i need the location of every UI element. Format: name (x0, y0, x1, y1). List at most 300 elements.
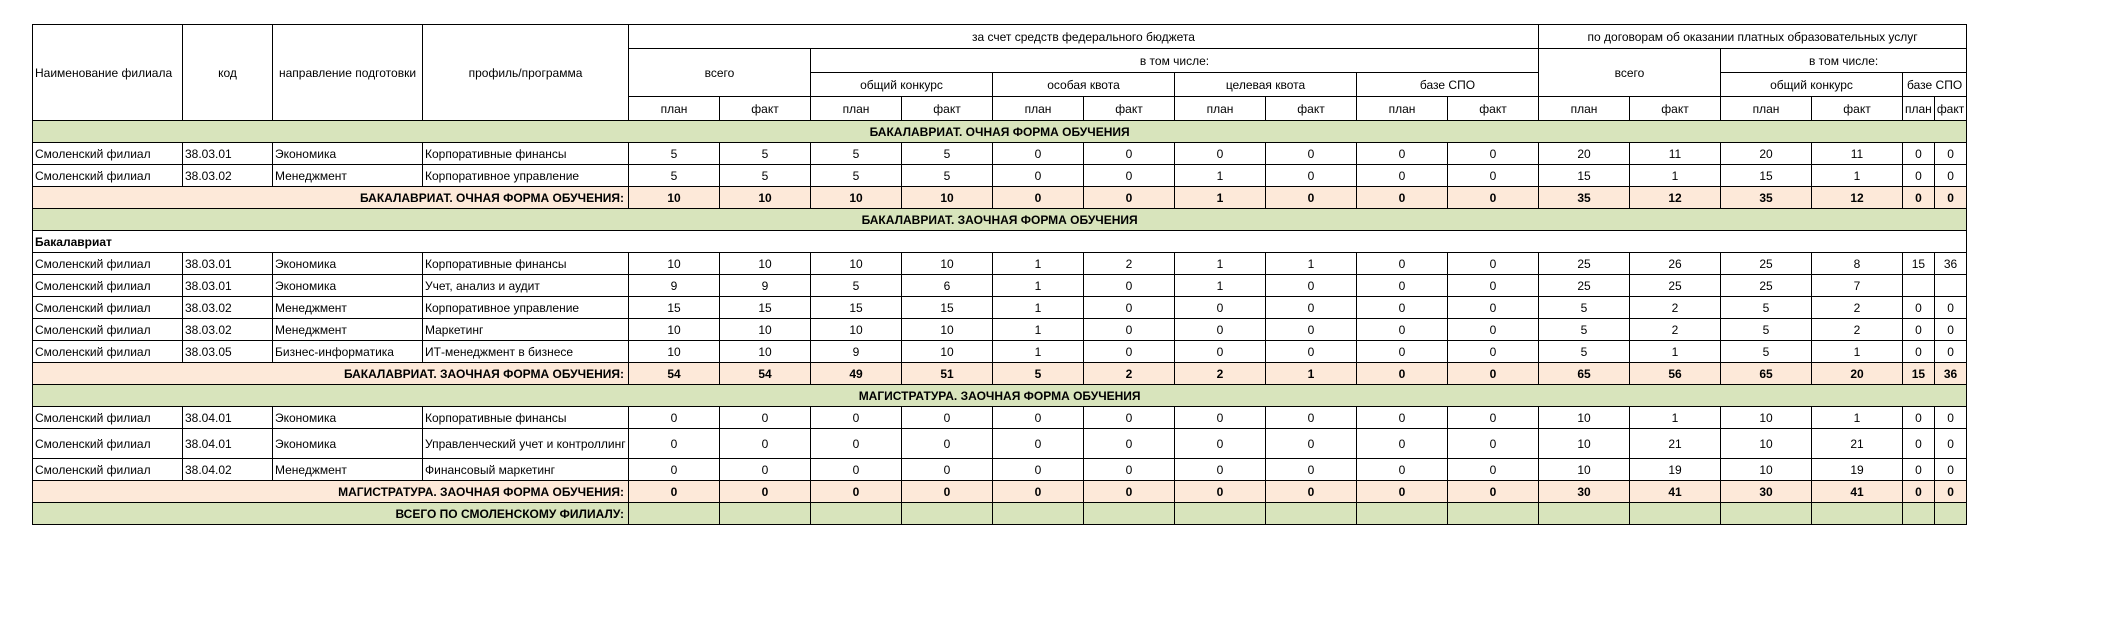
value-cell: 0 (1175, 407, 1266, 429)
value-cell: 0 (1084, 165, 1175, 187)
code-cell: 38.03.02 (183, 319, 273, 341)
profile-cell: Корпоративные финансы (423, 253, 629, 275)
value-cell: 1 (1630, 165, 1721, 187)
header-fact: факт (720, 97, 811, 121)
value-cell: 10 (1721, 459, 1812, 481)
section-title: БАКАЛАВРИАТ. ОЧНАЯ ФОРМА ОБУЧЕНИЯ (33, 121, 1967, 143)
value-cell: 10 (1539, 459, 1630, 481)
table-row (33, 143, 1967, 165)
value-cell: 15 (1721, 165, 1812, 187)
value-cell: 5 (811, 165, 902, 187)
value-cell: 5 (811, 143, 902, 165)
total-value-cell: 0 (1448, 363, 1539, 385)
value-cell: 10 (720, 253, 811, 275)
total-value-cell: 35 (1721, 187, 1812, 209)
total-value-cell: 12 (1630, 187, 1721, 209)
total-value-cell: 54 (720, 363, 811, 385)
branch-cell: Смоленский филиал (33, 341, 183, 363)
value-cell: 0 (902, 407, 993, 429)
value-cell: 5 (720, 165, 811, 187)
subheading: Бакалавриат (33, 231, 1967, 253)
total-value-cell: 15 (1903, 363, 1935, 385)
total-value-cell: 10 (902, 187, 993, 209)
value-cell: 0 (1903, 459, 1935, 481)
total-value-cell: 0 (811, 481, 902, 503)
value-cell: 0 (1266, 429, 1357, 459)
value-cell: 6 (902, 275, 993, 297)
value-cell: 21 (1630, 429, 1721, 459)
value-cell: 0 (1084, 407, 1175, 429)
value-cell: 9 (811, 341, 902, 363)
value-cell: 0 (1934, 429, 1966, 459)
value-cell: 0 (1357, 459, 1448, 481)
value-cell: 2 (1812, 319, 1903, 341)
value-cell: 15 (902, 297, 993, 319)
total-value-cell: 0 (720, 481, 811, 503)
header-general-competition: общий конкурс (811, 73, 993, 97)
code-cell: 38.04.02 (183, 459, 273, 481)
value-cell: 0 (1266, 319, 1357, 341)
total-value-cell: 49 (811, 363, 902, 385)
profile-cell: Корпоративное управление (423, 297, 629, 319)
header-direction: направление подготовки (273, 25, 423, 121)
value-cell: 5 (1539, 341, 1630, 363)
section-total-row (33, 187, 1967, 209)
header-paid-general-competition: общий конкурс (1721, 73, 1903, 97)
profile-cell: Учет, анализ и аудит (423, 275, 629, 297)
direction-cell: Менеджмент (273, 297, 423, 319)
value-cell: 8 (1812, 253, 1903, 275)
total-value-cell: 30 (1721, 481, 1812, 503)
total-value-cell: 56 (1630, 363, 1721, 385)
table-row (33, 319, 1967, 341)
value-cell: 0 (1175, 429, 1266, 459)
value-cell: 5 (1539, 319, 1630, 341)
value-cell: 0 (1357, 165, 1448, 187)
total-value-cell: 20 (1812, 363, 1903, 385)
total-value-cell: 0 (1903, 187, 1935, 209)
value-cell: 20 (1721, 143, 1812, 165)
header-plan: план (1721, 97, 1812, 121)
section-header-row (33, 209, 1967, 231)
value-cell: 10 (902, 341, 993, 363)
value-cell: 0 (1903, 165, 1935, 187)
value-cell: 1 (1630, 341, 1721, 363)
header-code: код (183, 25, 273, 121)
total-value-cell: 65 (1721, 363, 1812, 385)
header-plan: план (811, 97, 902, 121)
value-cell: 5 (1721, 297, 1812, 319)
section-total-label: БАКАЛАВРИАТ. ЗАОЧНАЯ ФОРМА ОБУЧЕНИЯ: (33, 363, 629, 385)
value-cell: 0 (1357, 253, 1448, 275)
section-title: МАГИСТРАТУРА. ЗАОЧНАЯ ФОРМА ОБУЧЕНИЯ (33, 385, 1967, 407)
value-cell: 0 (1448, 297, 1539, 319)
branch-cell: Смоленский филиал (33, 297, 183, 319)
value-cell: 10 (629, 253, 720, 275)
value-cell: 0 (1357, 319, 1448, 341)
value-cell: 0 (1448, 253, 1539, 275)
total-value-cell: 0 (629, 481, 720, 503)
table-row (33, 459, 1967, 481)
value-cell: 0 (1266, 143, 1357, 165)
total-value-cell: 1 (1175, 187, 1266, 209)
subheading-row (33, 231, 1967, 253)
value-cell: 0 (993, 429, 1084, 459)
value-cell: 5 (1721, 341, 1812, 363)
grand-total-value-cell (1539, 503, 1630, 525)
total-value-cell: 35 (1539, 187, 1630, 209)
grand-total-value-cell (811, 503, 902, 525)
value-cell: 1 (1175, 165, 1266, 187)
branch-cell: Смоленский филиал (33, 319, 183, 341)
section-title: БАКАЛАВРИАТ. ЗАОЧНАЯ ФОРМА ОБУЧЕНИЯ (33, 209, 1967, 231)
code-cell: 38.04.01 (183, 407, 273, 429)
value-cell: 1 (993, 275, 1084, 297)
value-cell: 0 (1448, 459, 1539, 481)
value-cell: 0 (902, 459, 993, 481)
total-value-cell: 0 (1448, 187, 1539, 209)
value-cell: 9 (629, 275, 720, 297)
grand-total-value-cell (1084, 503, 1175, 525)
value-cell: 2 (1630, 297, 1721, 319)
value-cell: 0 (1903, 429, 1935, 459)
value-cell: 0 (1934, 319, 1966, 341)
branch-cell: Смоленский филиал (33, 165, 183, 187)
code-cell: 38.04.01 (183, 429, 273, 459)
header-federal-including: в том числе: (811, 49, 1539, 73)
value-cell: 26 (1630, 253, 1721, 275)
header-plan: план (1175, 97, 1266, 121)
value-cell: 1 (1266, 253, 1357, 275)
value-cell: 0 (1448, 341, 1539, 363)
value-cell: 11 (1630, 143, 1721, 165)
section-total-row (33, 481, 1967, 503)
value-cell: 0 (1934, 459, 1966, 481)
value-cell: 15 (1903, 253, 1935, 275)
value-cell: 0 (720, 407, 811, 429)
header-fact: факт (1812, 97, 1903, 121)
header-fact: факт (1266, 97, 1357, 121)
value-cell: 0 (1903, 407, 1935, 429)
value-cell: 1 (993, 253, 1084, 275)
value-cell: 1 (1175, 275, 1266, 297)
value-cell: 0 (1175, 319, 1266, 341)
admissions-table (32, 24, 1967, 525)
grand-total-value-cell (1721, 503, 1812, 525)
value-cell: 0 (1084, 429, 1175, 459)
code-cell: 38.03.02 (183, 165, 273, 187)
value-cell: 0 (720, 429, 811, 459)
value-cell: 10 (720, 319, 811, 341)
value-cell: 0 (720, 459, 811, 481)
table-row (33, 253, 1967, 275)
value-cell: 0 (1934, 143, 1966, 165)
value-cell: 11 (1812, 143, 1903, 165)
table-row (33, 341, 1967, 363)
total-value-cell: 1 (1266, 363, 1357, 385)
code-cell: 38.03.02 (183, 297, 273, 319)
value-cell: 20 (1539, 143, 1630, 165)
profile-cell: Корпоративные финансы (423, 143, 629, 165)
branch-cell: Смоленский филиал (33, 143, 183, 165)
grand-total-value-cell (720, 503, 811, 525)
value-cell: 0 (1934, 165, 1966, 187)
total-value-cell: 10 (720, 187, 811, 209)
header-profile: профиль/программа (423, 25, 629, 121)
value-cell: 5 (1721, 319, 1812, 341)
value-cell: 0 (811, 429, 902, 459)
value-cell: 0 (993, 165, 1084, 187)
value-cell: 0 (1448, 275, 1539, 297)
direction-cell: Экономика (273, 275, 423, 297)
value-cell: 0 (1448, 165, 1539, 187)
value-cell: 0 (1357, 297, 1448, 319)
value-cell: 0 (1357, 143, 1448, 165)
table-row (33, 407, 1967, 429)
section-header-row (33, 385, 1967, 407)
code-cell: 38.03.01 (183, 275, 273, 297)
value-cell: 0 (993, 143, 1084, 165)
value-cell: 0 (1903, 143, 1935, 165)
header-paid-including: в том числе: (1721, 49, 1967, 73)
grand-total-value-cell (902, 503, 993, 525)
total-value-cell: 36 (1934, 363, 1966, 385)
value-cell: 1 (993, 319, 1084, 341)
total-value-cell: 0 (1357, 187, 1448, 209)
value-cell: 25 (1721, 253, 1812, 275)
total-value-cell: 0 (1357, 481, 1448, 503)
value-cell: 0 (1934, 341, 1966, 363)
total-value-cell: 65 (1539, 363, 1630, 385)
value-cell: 25 (1539, 253, 1630, 275)
grand-total-value-cell (1175, 503, 1266, 525)
value-cell (1903, 275, 1935, 297)
total-value-cell: 51 (902, 363, 993, 385)
section-total-row (33, 363, 1967, 385)
header-fact: факт (1630, 97, 1721, 121)
value-cell: 0 (1266, 297, 1357, 319)
value-cell: 1 (1812, 407, 1903, 429)
value-cell: 2 (1084, 253, 1175, 275)
total-value-cell: 41 (1812, 481, 1903, 503)
total-value-cell: 12 (1812, 187, 1903, 209)
total-value-cell: 0 (1266, 187, 1357, 209)
value-cell: 0 (1448, 429, 1539, 459)
grand-total-value-cell (993, 503, 1084, 525)
header-paid-spo-base: базе СПО (1903, 73, 1967, 97)
branch-cell: Смоленский филиал (33, 253, 183, 275)
value-cell: 0 (993, 459, 1084, 481)
value-cell: 0 (629, 459, 720, 481)
total-value-cell: 0 (1357, 363, 1448, 385)
direction-cell: Бизнес-информатика (273, 341, 423, 363)
value-cell: 21 (1812, 429, 1903, 459)
section-header-row (33, 121, 1967, 143)
grand-total-value-cell (1357, 503, 1448, 525)
value-cell: 25 (1721, 275, 1812, 297)
total-value-cell: 0 (1084, 481, 1175, 503)
code-cell: 38.03.05 (183, 341, 273, 363)
grand-total-value-cell (1812, 503, 1903, 525)
profile-cell: Финансовый маркетинг (423, 459, 629, 481)
value-cell: 5 (902, 165, 993, 187)
value-cell: 0 (1175, 297, 1266, 319)
direction-cell: Экономика (273, 407, 423, 429)
value-cell: 0 (1266, 459, 1357, 481)
value-cell: 15 (720, 297, 811, 319)
value-cell: 0 (1903, 319, 1935, 341)
value-cell: 5 (720, 143, 811, 165)
code-cell: 38.03.01 (183, 253, 273, 275)
total-value-cell: 10 (629, 187, 720, 209)
value-cell: 2 (1630, 319, 1721, 341)
header-plan: план (1539, 97, 1630, 121)
value-cell: 0 (1266, 275, 1357, 297)
value-cell: 0 (1903, 341, 1935, 363)
total-value-cell: 41 (1630, 481, 1721, 503)
grand-total-value-cell (1903, 503, 1935, 525)
header-spo-base: базе СПО (1357, 73, 1539, 97)
grand-total-value-cell (629, 503, 720, 525)
header-fact: факт (1934, 97, 1966, 121)
value-cell: 9 (720, 275, 811, 297)
table-row (33, 275, 1967, 297)
direction-cell: Экономика (273, 253, 423, 275)
profile-cell: Корпоративное управление (423, 165, 629, 187)
value-cell: 0 (1448, 143, 1539, 165)
value-cell: 10 (720, 341, 811, 363)
value-cell: 5 (629, 165, 720, 187)
value-cell: 0 (1084, 341, 1175, 363)
grand-total-label: ВСЕГО ПО СМОЛЕНСКОМУ ФИЛИАЛУ: (33, 503, 629, 525)
value-cell: 0 (811, 407, 902, 429)
value-cell: 0 (1357, 275, 1448, 297)
header-plan: план (993, 97, 1084, 121)
value-cell: 0 (1934, 407, 1966, 429)
value-cell: 0 (1266, 165, 1357, 187)
value-cell: 10 (1539, 407, 1630, 429)
value-cell: 1 (1812, 341, 1903, 363)
header-paid-total: всего (1539, 49, 1721, 97)
grand-total-value-cell (1266, 503, 1357, 525)
profile-cell: Корпоративные финансы (423, 407, 629, 429)
value-cell: 0 (1357, 407, 1448, 429)
value-cell: 0 (1084, 319, 1175, 341)
value-cell: 5 (902, 143, 993, 165)
value-cell: 0 (629, 407, 720, 429)
total-value-cell: 2 (1175, 363, 1266, 385)
total-value-cell: 30 (1539, 481, 1630, 503)
value-cell: 1 (993, 297, 1084, 319)
header-fact: факт (1084, 97, 1175, 121)
value-cell: 0 (1175, 143, 1266, 165)
value-cell: 10 (902, 319, 993, 341)
total-value-cell: 0 (902, 481, 993, 503)
total-value-cell: 0 (1934, 187, 1966, 209)
code-cell: 38.03.01 (183, 143, 273, 165)
total-value-cell: 0 (1448, 481, 1539, 503)
value-cell: 10 (629, 319, 720, 341)
table-row (33, 429, 1967, 459)
table-row (33, 165, 1967, 187)
total-value-cell: 10 (811, 187, 902, 209)
direction-cell: Экономика (273, 429, 423, 459)
value-cell: 1 (993, 341, 1084, 363)
value-cell: 19 (1630, 459, 1721, 481)
direction-cell: Менеджмент (273, 459, 423, 481)
value-cell: 0 (1934, 297, 1966, 319)
total-value-cell: 0 (993, 187, 1084, 209)
value-cell: 0 (1903, 297, 1935, 319)
grand-total-value-cell (1630, 503, 1721, 525)
total-value-cell: 0 (1903, 481, 1935, 503)
header-fact: факт (902, 97, 993, 121)
total-value-cell: 54 (629, 363, 720, 385)
value-cell: 0 (1084, 143, 1175, 165)
value-cell: 0 (1084, 297, 1175, 319)
grand-total-value-cell (1934, 503, 1966, 525)
value-cell (1934, 275, 1966, 297)
header-fact: факт (1448, 97, 1539, 121)
table-row (33, 297, 1967, 319)
value-cell: 0 (1357, 341, 1448, 363)
section-total-label: БАКАЛАВРИАТ. ОЧНАЯ ФОРМА ОБУЧЕНИЯ: (33, 187, 629, 209)
value-cell: 5 (811, 275, 902, 297)
profile-cell: ИТ-менеджмент в бизнесе (423, 341, 629, 363)
value-cell: 0 (1357, 429, 1448, 459)
value-cell: 15 (811, 297, 902, 319)
value-cell: 1 (1630, 407, 1721, 429)
value-cell: 5 (629, 143, 720, 165)
value-cell: 19 (1812, 459, 1903, 481)
value-cell: 25 (1539, 275, 1630, 297)
value-cell: 0 (811, 459, 902, 481)
branch-cell: Смоленский филиал (33, 459, 183, 481)
total-value-cell: 0 (993, 481, 1084, 503)
value-cell: 1 (1175, 253, 1266, 275)
header-federal-budget: за счет средств федерального бюджета (629, 25, 1539, 49)
section-total-label: МАГИСТРАТУРА. ЗАОЧНАЯ ФОРМА ОБУЧЕНИЯ: (33, 481, 629, 503)
value-cell: 10 (629, 341, 720, 363)
header-plan: план (1903, 97, 1935, 121)
total-value-cell: 0 (1266, 481, 1357, 503)
value-cell: 0 (993, 407, 1084, 429)
header-paid-services: по договорам об оказании платных образовательных услуг (1539, 25, 1967, 49)
value-cell: 0 (1448, 407, 1539, 429)
profile-cell: Управленческий учет и контроллинг (423, 429, 629, 459)
value-cell: 5 (1539, 297, 1630, 319)
value-cell: 10 (1721, 407, 1812, 429)
header-branch: Наименование филиала (33, 25, 183, 121)
value-cell: 25 (1630, 275, 1721, 297)
header-plan: план (629, 97, 720, 121)
header-federal-total: всего (629, 49, 811, 97)
value-cell: 0 (1175, 459, 1266, 481)
direction-cell: Экономика (273, 143, 423, 165)
value-cell: 7 (1812, 275, 1903, 297)
grand-total-row (33, 503, 1967, 525)
value-cell: 10 (902, 253, 993, 275)
value-cell: 0 (1175, 341, 1266, 363)
header-special-quota: особая квота (993, 73, 1175, 97)
total-value-cell: 0 (1175, 481, 1266, 503)
value-cell: 0 (1266, 407, 1357, 429)
value-cell: 0 (629, 429, 720, 459)
grand-total-value-cell (1448, 503, 1539, 525)
value-cell: 0 (1266, 341, 1357, 363)
value-cell: 10 (811, 319, 902, 341)
value-cell: 0 (1084, 275, 1175, 297)
